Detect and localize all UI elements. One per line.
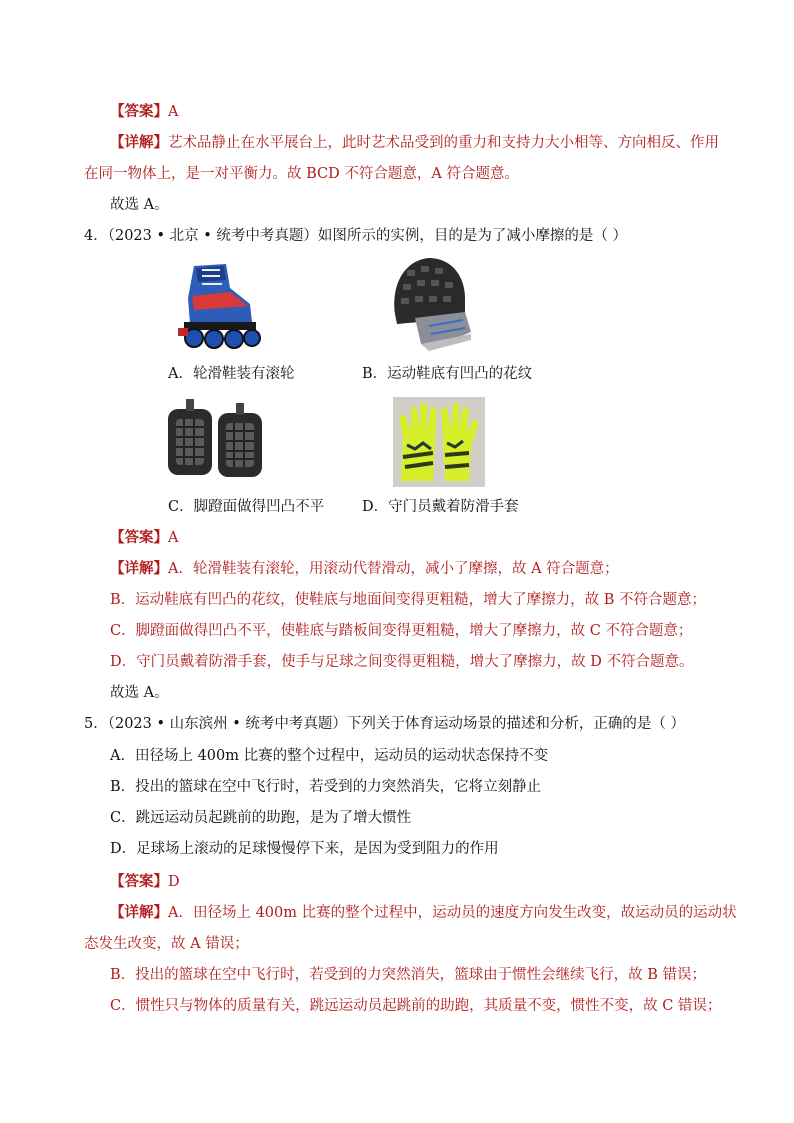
detail-text-cont: 态发生改变，故 A 错误； bbox=[84, 936, 249, 952]
option-b-label: B．运动鞋底有凹凸的花纹 bbox=[362, 366, 533, 382]
detail-tag: 【详解】 bbox=[110, 560, 168, 577]
option-b-label: B．投出的篮球在空中飞行时，若受到的力突然消失，它将立刻静止 bbox=[110, 779, 542, 795]
detail-c: C．惯性只与物体的质量有关，跳远运动员起跳前的助跑，其质量不变，惯性不变，故 C 错误； bbox=[110, 998, 722, 1014]
answer-line bbox=[110, 528, 750, 548]
detail-b: B．投出的篮球在空中飞行时，若受到的力突然消失，篮球由于惯性会继续飞行，故 B 错误； bbox=[110, 967, 707, 983]
answer-value: A bbox=[168, 104, 179, 120]
choose-line: 故选 A。 bbox=[110, 685, 169, 701]
answer-value: A bbox=[168, 530, 179, 546]
answer-value: D bbox=[168, 874, 180, 890]
option-d-label: D．足球场上滚动的足球慢慢停下来，是因为受到阻力的作用 bbox=[110, 841, 499, 857]
detail-line bbox=[110, 559, 750, 579]
answer-tag: 【答案】 bbox=[110, 873, 168, 890]
detail-line bbox=[110, 903, 750, 923]
question-5-stem: 5．（2023 • 山东滨州 • 统考中考真题）下列关于体育运动场景的描述和分析，正确的是（ ） bbox=[84, 716, 686, 732]
option-c-label: C．跳远运动员起跳前的助跑，是为了增大惯性 bbox=[110, 810, 412, 826]
option-c-label: C．脚蹬面做得凹凸不平 bbox=[168, 499, 325, 515]
pedal-image bbox=[166, 397, 266, 481]
option-a-label: A．轮滑鞋装有滚轮 bbox=[168, 366, 295, 382]
detail-tag: 【详解】 bbox=[110, 904, 168, 921]
detail-line bbox=[110, 133, 750, 153]
detail-d: D．守门员戴着防滑手套，使手与足球之间变得更粗糙，增大了摩擦力，故 D 不符合题意。 bbox=[110, 654, 694, 670]
option-d-label: D．守门员戴着防滑手套 bbox=[362, 499, 519, 515]
detail-text-cont: 在同一物体上，是一对平衡力。故 BCD 不符合题意，A 符合题意。 bbox=[84, 166, 519, 182]
goalkeeper-gloves-image bbox=[393, 397, 485, 487]
choose-line: 故选 A。 bbox=[110, 197, 169, 213]
detail-text: A．田径场上 400m 比赛的整个过程中，运动员的速度方向发生改变，故运动员的运动状 bbox=[168, 905, 737, 921]
detail-text: 艺术品静止在水平展台上，此时艺术品受到的重力和支持力大小相等、方向相反、作用 bbox=[168, 135, 719, 151]
detail-text: A．轮滑鞋装有滚轮，用滚动代替滑动，减小了摩擦，故 A 符合题意； bbox=[168, 561, 619, 577]
answer-tag: 【答案】 bbox=[110, 529, 168, 546]
answer-line bbox=[110, 872, 750, 892]
detail-tag: 【详解】 bbox=[110, 134, 168, 151]
answer-line bbox=[110, 102, 750, 122]
detail-c: C．脚蹬面做得凹凸不平，使鞋底与踏板间变得更粗糙，增大了摩擦力，故 C 不符合题意； bbox=[110, 623, 693, 639]
option-a-label: A．田径场上 400m 比赛的整个过程中，运动员的运动状态保持不变 bbox=[110, 748, 549, 764]
question-4-stem: 4．（2023 • 北京 • 统考中考真题）如图所示的实例，目的是为了减小摩擦的是（ ） bbox=[84, 228, 628, 244]
detail-b: B．运动鞋底有凹凸的花纹，使鞋底与地面间变得更粗糙，增大了摩擦力，故 B 不符合题意； bbox=[110, 592, 707, 608]
answer-tag: 【答案】 bbox=[110, 103, 168, 120]
sport-shoe-image bbox=[385, 254, 473, 352]
roller-skate-image bbox=[172, 258, 262, 354]
